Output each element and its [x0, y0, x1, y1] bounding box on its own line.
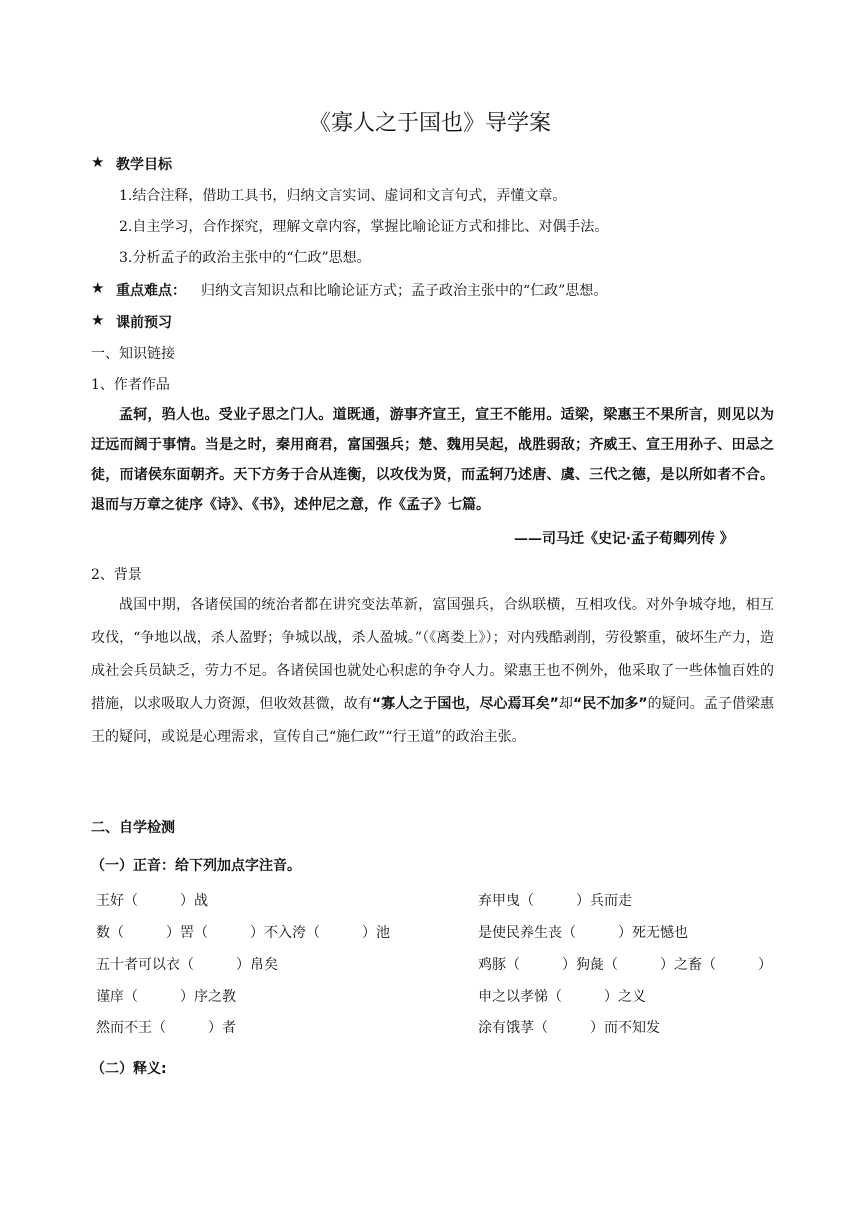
pronunciation-item: 涂有饿莩（ ）而不知发 — [478, 1020, 660, 1036]
background-paragraph — [91, 589, 774, 754]
background-text: 战国中期，各诸侯国的统治者都在讲究变法革新，富国强兵，合纵联横，互相攻伐。对外争城夺地，相互攻伐，“争地以战，杀人盈野；争城以战，杀人盈城。”（《离娄上》）；对内残酷剥削，劳役繁重，破坏生产力，造成社会兵员缺乏，劳力不足。各诸侯国也就处心积虑的争夺人力。梁惠王也不例外，他采取了一些体恤百姓的措施，以求吸取人力资源，但收效甚微，故有 — [91, 597, 774, 712]
part-heading-knowledge: 一、知识链接 — [91, 346, 175, 362]
star-icon: ★ — [91, 153, 105, 171]
background-quote-bold: “寡人之于国也，尽心焉耳矣” — [371, 696, 559, 712]
subheading-author: 1、作者作品 — [91, 377, 170, 393]
pronunciation-item: 鸡豚（ ）狗彘（ ）之畜（ ） — [478, 957, 772, 973]
pronunciation-item: 是使民养生丧（ ）死无憾也 — [478, 925, 688, 941]
pronunciation-item: 数（ ）罟（ ）不入洿（ ）池 — [96, 925, 390, 941]
part-heading-self-check: 二、自学检测 — [91, 820, 175, 836]
pronunciation-item: 弃甲曳（ ）兵而走 — [478, 893, 632, 909]
objective-item: 3.分析孟子的政治主张中的“仁政”思想。 — [119, 250, 371, 266]
star-icon: ★ — [91, 311, 105, 329]
objective-item: 1.结合注释，借助工具书，归纳文言实词、虚词和文言句式，弄懂文章。 — [119, 188, 567, 204]
document-title: 《寡人之于国也》导学案 — [308, 111, 551, 136]
section-heading-preview: 课前预习 — [116, 315, 172, 331]
background-quote-bold: “民不加多” — [572, 696, 648, 712]
question-heading-definition: （二）释义: — [91, 1061, 167, 1077]
passage-source: ——司马迁《史记·孟子荀卿列传 》 — [514, 531, 734, 547]
star-icon: ★ — [91, 279, 105, 297]
section-heading-objectives: 教学目标 — [116, 157, 172, 173]
section-heading-key-points: 重点难点： — [116, 283, 186, 299]
pronunciation-item: 五十者可以衣（ ）帛矣 — [96, 957, 278, 973]
pronunciation-item: 谨庠（ ）序之教 — [96, 989, 236, 1005]
key-points-text: 归纳文言知识点和比喻论证方式；孟子政治主张中的“仁政”思想。 — [201, 283, 608, 299]
pronunciation-item: 王好（ ）战 — [96, 893, 208, 909]
objective-item: 2.自主学习，合作探究，理解文章内容，掌握比喻论证方式和排比、对偶手法。 — [119, 219, 609, 235]
pronunciation-item: 申之以孝悌（ ）之义 — [478, 989, 646, 1005]
subheading-background: 2、背景 — [91, 567, 142, 583]
author-passage: 孟轲，驺人也。受业子思之门人。道既通，游事齐宣王，宣王不能用。适梁，梁惠王不果所言，则见以为迂远而阔于事情。当是之时，秦用商君，富国强兵；楚、魏用吴起，战胜弱敌；齐威王、宣王用孙子、田忌之徒，而诸侯东面朝齐。天下方务于合从连衡，以攻伐为贤，而孟轲乃述唐、虞、三代之德，是以所如者不合。退而与万章之徒序《诗》、《书》，述仲尼之意，作《孟子》七篇。 — [91, 407, 774, 513]
question-heading-pronunciation: （一）正音：给下列加点字注音。 — [91, 858, 301, 874]
pronunciation-item: 然而不王（ ）者 — [96, 1020, 236, 1036]
background-text: 的疑问。孟子借梁惠王的疑问，或说是心理需求，宣传自己“施仁政”“行王道”的政治主张。 — [91, 696, 775, 745]
background-text: 却 — [558, 696, 573, 712]
